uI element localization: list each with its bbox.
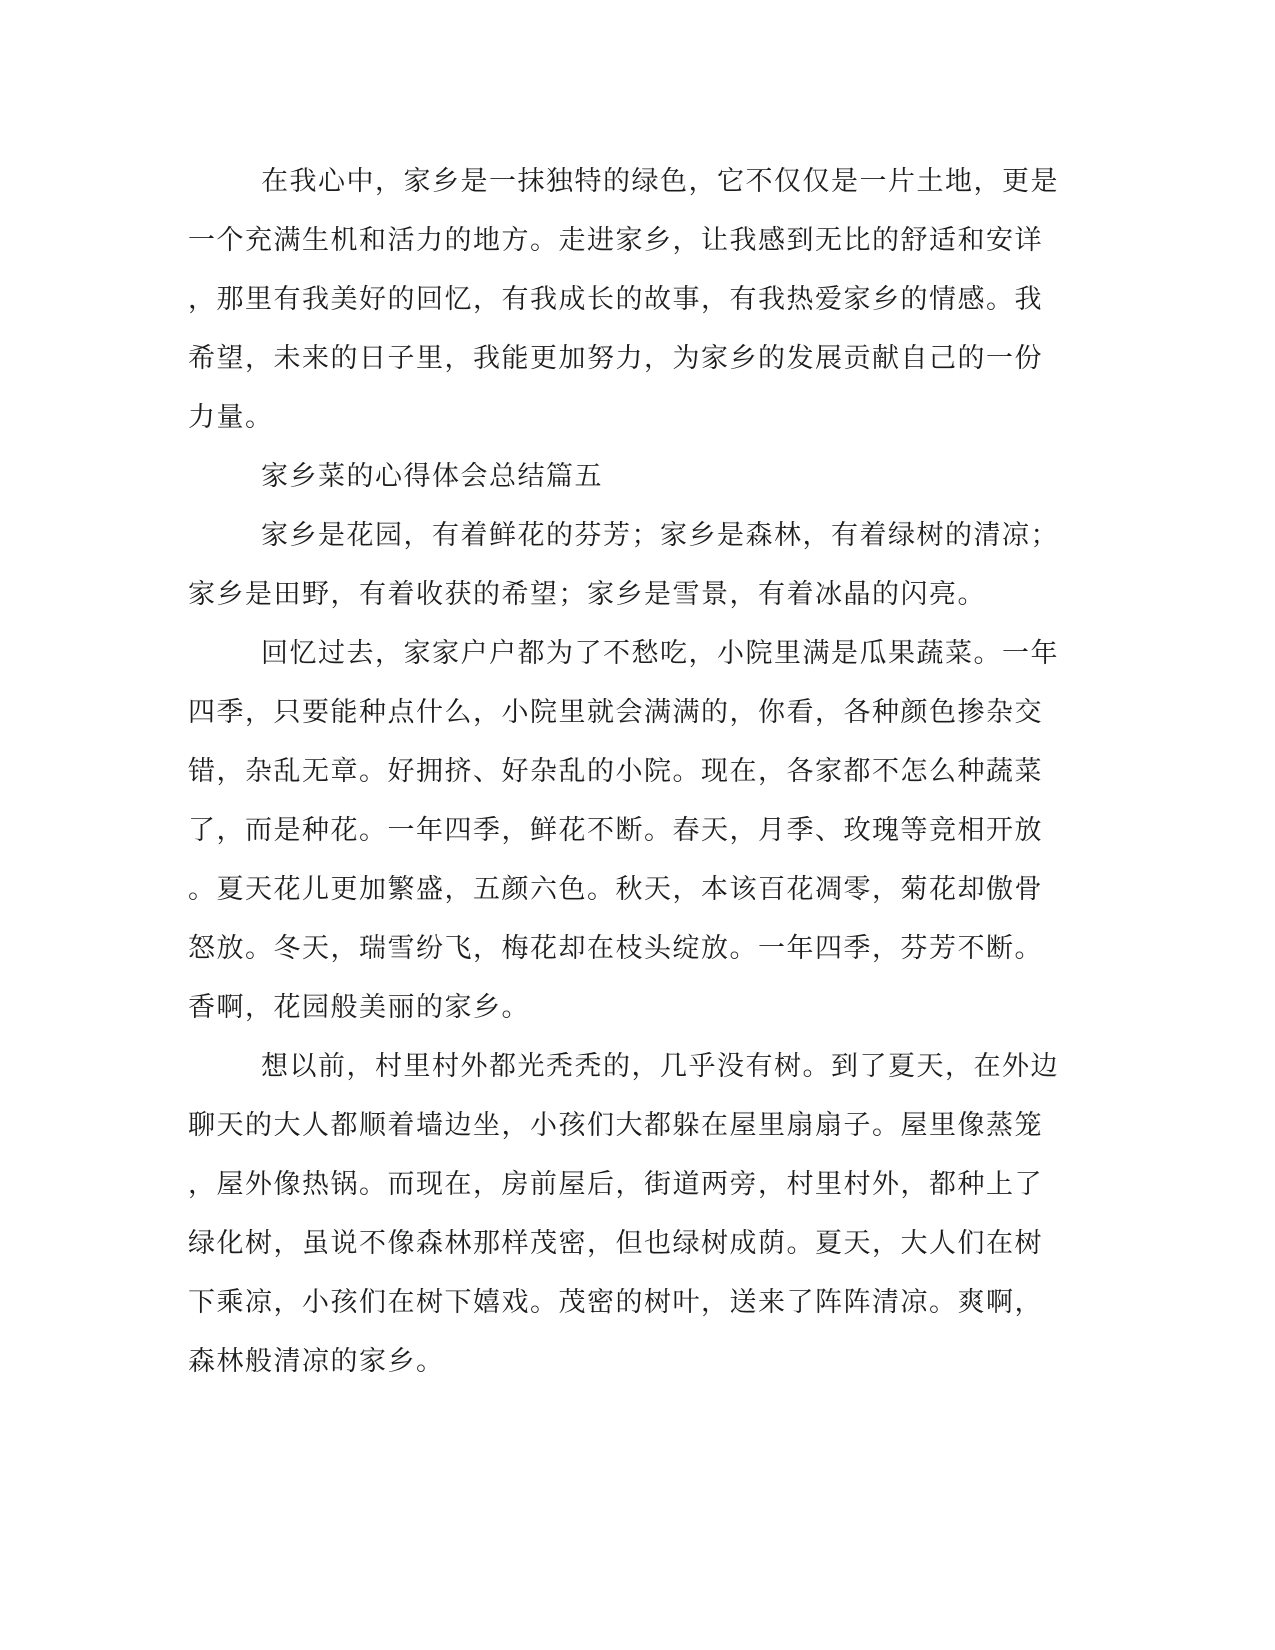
body-text-line: 绿化树，虽说不像森林那样茂密，但也绿树成荫。夏天，大人们在树 xyxy=(188,1228,1043,1259)
body-text-line: ，屋外像热锅。而现在，房前屋后，街道两旁，村里村外，都种上了 xyxy=(188,1169,1043,1200)
body-text-line: 聊天的大人都顺着墙边坐，小孩们大都躲在屋里扇扇子。屋里像蒸笼 xyxy=(188,1110,1043,1141)
body-text-line: 家乡是花园，有着鲜花的芬芳；家乡是森林，有着绿树的清凉； xyxy=(261,520,1059,551)
body-text-line: 了，而是种花。一年四季，鲜花不断。春天，月季、玫瑰等竞相开放 xyxy=(188,815,1043,846)
body-text-line: 下乘凉，小孩们在树下嬉戏。茂密的树叶，送来了阵阵清凉。爽啊， xyxy=(188,1287,1043,1318)
body-text-line: 想以前，村里村外都光秃秃的，几乎没有树。到了夏天，在外边 xyxy=(261,1051,1059,1082)
body-text-line: 森林般清凉的家乡。 xyxy=(188,1346,445,1377)
body-text-line: 力量。 xyxy=(188,402,274,433)
section-heading: 家乡菜的心得体会总结篇五 xyxy=(261,461,603,492)
body-text-line: 希望，未来的日子里，我能更加努力，为家乡的发展贡献自己的一份 xyxy=(188,343,1043,374)
body-text-line: 在我心中，家乡是一抹独特的绿色，它不仅仅是一片土地，更是 xyxy=(261,166,1059,197)
body-text-line: 家乡是田野，有着收获的希望；家乡是雪景，有着冰晶的闪亮。 xyxy=(188,579,986,610)
body-text-line: 。夏天花儿更加繁盛，五颜六色。秋天，本该百花凋零，菊花却傲骨 xyxy=(188,874,1043,905)
body-text-line: 怒放。冬天，瑞雪纷飞，梅花却在枝头绽放。一年四季，芬芳不断。 xyxy=(188,933,1043,964)
body-text-line: ，那里有我美好的回忆，有我成长的故事，有我热爱家乡的情感。我 xyxy=(188,284,1043,315)
body-text-line: 一个充满生机和活力的地方。走进家乡，让我感到无比的舒适和安详 xyxy=(188,225,1043,256)
body-text-line: 错，杂乱无章。好拥挤、好杂乱的小院。现在，各家都不怎么种蔬菜 xyxy=(188,756,1043,787)
body-text-line: 香啊，花园般美丽的家乡。 xyxy=(188,992,530,1023)
body-text-line: 回忆过去，家家户户都为了不愁吃，小院里满是瓜果蔬菜。一年 xyxy=(261,638,1059,669)
body-text-line: 四季，只要能种点什么，小院里就会满满的，你看，各种颜色掺杂交 xyxy=(188,697,1043,728)
